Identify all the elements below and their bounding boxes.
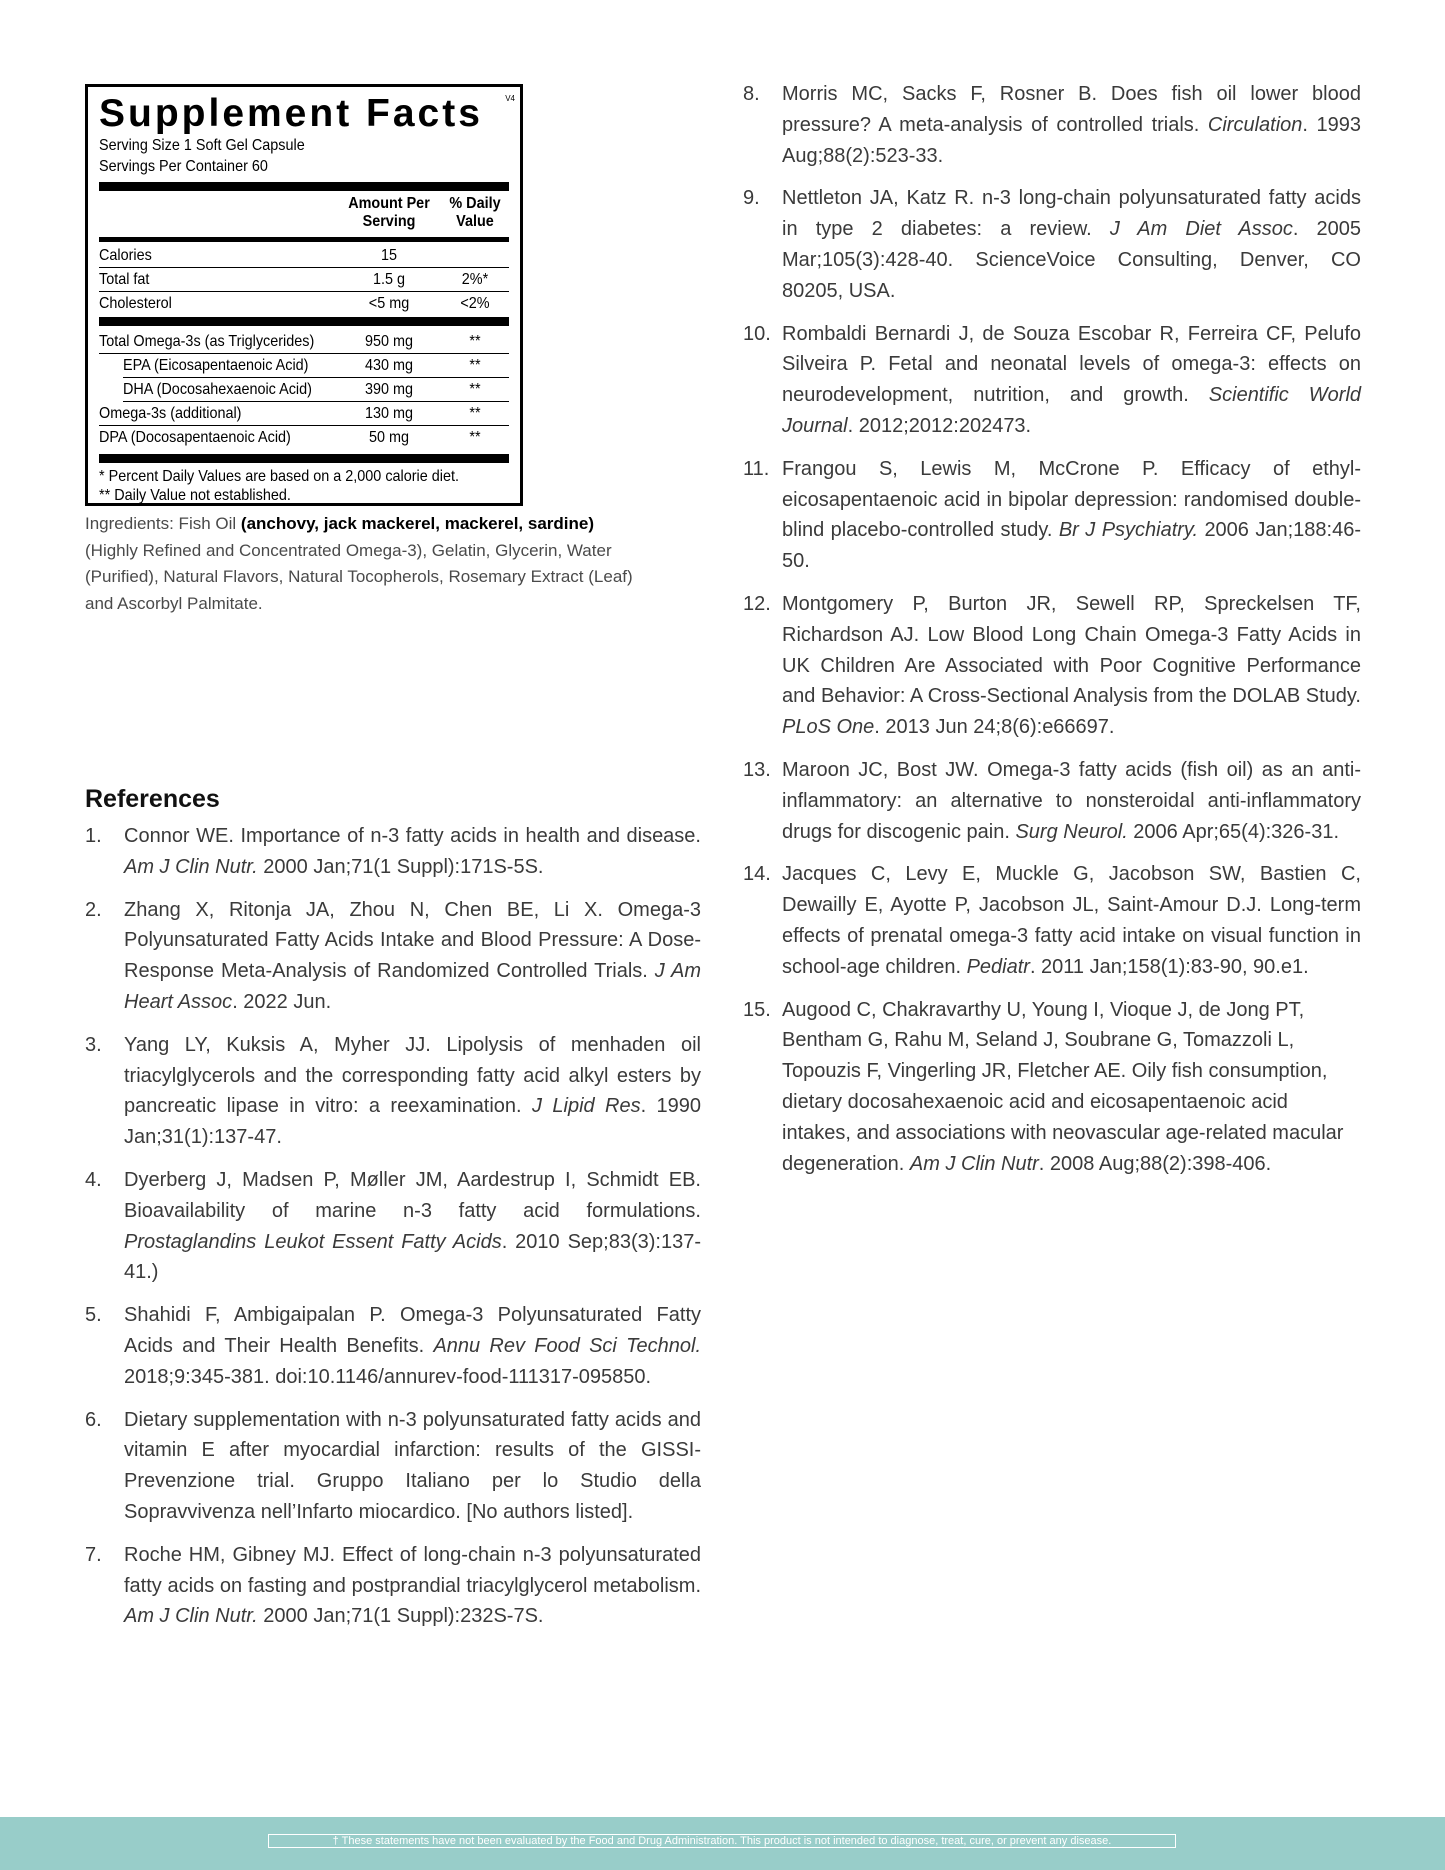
reference-number: 10.: [743, 322, 771, 345]
reference-number: 4.: [85, 1168, 102, 1191]
nutrient-dv: **: [469, 429, 481, 446]
reference-citation: . 2012;2012:202473.: [847, 414, 1032, 437]
reference-text: Jacques C, Levy E, Muckle G, Jacobson SW, Bastien C, Dewailly E, Ayotte P, Jacobson JL, Saint-Amour D.J. Long-term effects of prenatal omega-3 fatty acid intake on visual function in school-age children.: [782, 863, 1361, 978]
nutrient-amount: 130 mg: [364, 405, 414, 422]
reference-journal: PLoS One: [782, 716, 875, 739]
daily-value-header: % Daily Value: [449, 195, 501, 230]
nutrient-amount: 430 mg: [364, 357, 414, 374]
reference-text: Shahidi F, Ambigaipalan P. Omega-3 Polyunsaturated Fatty Acids and Their Health Benefits.: [124, 1304, 701, 1357]
footer-band: [0, 1817, 1445, 1870]
reference-number: 6.: [85, 1408, 102, 1431]
nutrient-amount: 50 mg: [368, 429, 410, 446]
reference-journal: Br J Psychiatry.: [1058, 519, 1199, 542]
reference-journal: Am J Clin Nutr.: [124, 1605, 258, 1628]
ingredients-prefix: Ingredients: Fish Oil: [85, 514, 241, 533]
reference-citation: . 2013 Jun 24;8(6):e66697.: [874, 716, 1115, 739]
nutrient-dv: **: [469, 405, 481, 422]
nutrient-name: EPA (Eicosapentaenoic Acid): [123, 357, 309, 374]
reference-journal: J Am Heart Assoc: [124, 960, 701, 1013]
reference-item: [743, 995, 1361, 1180]
nutrient-name: Total fat: [99, 271, 150, 288]
reference-journal: Prostaglandins Leukot Essent Fatty Acids: [124, 1230, 502, 1253]
reference-citation: . 1993 Aug;88(2):523-33.: [782, 113, 1362, 167]
reference-number: 15.: [743, 998, 771, 1021]
reference-journal: Circulation: [1207, 113, 1303, 136]
nutrient-name: Calories: [99, 247, 152, 264]
reference-text: Roche HM, Gibney MJ. Effect of long-chain n-3 polyunsaturated fatty acids on fasting and postprandial triacylglycerol metabolism.: [124, 1543, 701, 1597]
reference-number: 8.: [743, 83, 760, 105]
thick-divider: [99, 454, 509, 463]
reference-item: [85, 1405, 701, 1528]
amount-per-serving-header: Amount Per Serving: [348, 195, 430, 230]
nutrient-dv: **: [469, 333, 481, 350]
ingredients-fish-list: (anchovy, jack mackerel, mackerel, sardine): [240, 514, 595, 533]
nutrient-row-total-fat: [99, 268, 509, 292]
column-headers: [99, 195, 509, 235]
reference-text: Dietary supplementation with n-3 polyunsaturated fatty acids and vitamin E after myocardial infarction: results of the GISSI-Prevenzione trial. Gruppo Italiano per lo Studio della Sopravvivenza nell’Infarto miocardico. [No authors listed].: [124, 1408, 701, 1523]
nutrient-amount: 15: [380, 247, 398, 264]
nutrient-name: Total Omega-3s (as Triglycerides): [99, 333, 315, 350]
serving-size: Serving Size 1 Soft Gel Capsule: [99, 137, 305, 154]
reference-number: 5.: [85, 1304, 102, 1327]
reference-text: Nettleton JA, Katz R. n-3 long-chain polyunsaturated fatty acids in type 2 diabetes: a review.: [782, 187, 1361, 241]
nutrient-amount: 950 mg: [364, 333, 414, 350]
reference-item: [85, 1165, 701, 1288]
nutrient-row-dha: [123, 378, 509, 402]
reference-item: [85, 821, 701, 883]
reference-text: Maroon JC, Bost JW. Omega-3 fatty acids (fish oil) as an anti-inflammatory: an alternative to nonsteroidal anti-inflammatory drugs for discogenic pain.: [782, 758, 1361, 843]
reference-number: 13.: [743, 758, 771, 781]
medium-divider: [99, 237, 509, 242]
nutrient-amount: <5 mg: [368, 295, 410, 312]
nutrient-name: DHA (Docosahexaenoic Acid): [123, 381, 312, 398]
reference-journal: Annu Rev Food Sci Technol.: [433, 1334, 702, 1357]
version-code: V4: [505, 94, 515, 103]
reference-item: [743, 755, 1361, 847]
reference-text: Rombaldi Bernardi J, de Souza Escobar R, Ferreira CF, Pelufo Silveira P. Fetal and neonatal levels of omega-3: effects on neurodevelopment, nutrition, and growth.: [782, 322, 1361, 407]
reference-journal: Pediatr: [966, 955, 1030, 978]
fda-disclaimer: † These statements have not been evaluated by the Food and Drug Administration. This product is not intended to diagnose, treat, cure, or prevent any disease.: [268, 1834, 1176, 1848]
reference-item: [743, 79, 1361, 171]
reference-text: Connor WE. Importance of n-3 fatty acids in health and disease.: [124, 825, 701, 847]
nutrient-row-epa: [123, 354, 509, 378]
nutrient-row-calories: [99, 244, 509, 268]
supplement-facts-title: Supplement Facts: [99, 92, 483, 135]
reference-number: 2.: [85, 898, 102, 921]
references-heading: References: [85, 785, 220, 813]
reference-citation: . 2011 Jan;158(1):83-90, 90.e1.: [1029, 955, 1309, 978]
reference-item: [743, 454, 1361, 577]
reference-text: Augood C, Chakravarthy U, Young I, Vioque J, de Jong PT, Bentham G, Rahu M, Seland J, Soubrane G, Tomazzoli L, Topouzis F, Vingerling JR, Fletcher AE. Oily fish consumption, dietary docosahexaenoic acid and eicosapentaenoic acid intakes, and associations with neovascular age-related macular degeneration.: [782, 998, 1344, 1175]
reference-item: [85, 1300, 701, 1392]
reference-text: Morris MC, Sacks F, Rosner B. Does fish oil lower blood pressure? A meta-analysis of controlled trials.: [782, 83, 1361, 136]
reference-item: [85, 1030, 701, 1153]
nutrient-name: Cholesterol: [99, 295, 172, 312]
reference-citation: 2000 Jan;71(1 Suppl):232S-7S.: [257, 1605, 544, 1628]
nutrient-row-dpa: [99, 426, 509, 449]
reference-text: Yang LY, Kuksis A, Myher JJ. Lipolysis of menhaden oil triacylglycerols and the corresponding fatty acid alkyl esters by pancreatic lipase in vitro: a reexamination.: [124, 1033, 701, 1118]
reference-number: 9.: [743, 187, 760, 210]
nutrient-amount: 1.5 g: [372, 271, 406, 288]
nutrient-row-cholesterol: [99, 292, 509, 315]
supplement-facts-panel: [85, 84, 523, 506]
reference-number: 12.: [743, 592, 771, 615]
reference-journal: J Lipid Res: [532, 1095, 641, 1118]
references-column-right: [743, 79, 1361, 1191]
reference-citation: 2006 Jan;188:46-50.: [782, 519, 1361, 573]
reference-text: Zhang X, Ritonja JA, Zhou N, Chen BE, Li X. Omega-3 Polyunsaturated Fatty Acids Intake and Blood Pressure: A Dose-Response Meta-Analysis of Randomized Controlled Trials.: [124, 898, 701, 983]
reference-citation: . 2022 Jun.: [232, 990, 332, 1013]
reference-item: [743, 319, 1361, 442]
nutrient-name: DPA (Docosapentaenoic Acid): [99, 429, 291, 446]
reference-journal: Surg Neurol.: [1015, 820, 1128, 843]
reference-number: 11.: [743, 457, 770, 480]
nutrient-dv: **: [469, 381, 481, 398]
footnote-daily-values: * Percent Daily Values are based on a 2,000 calorie diet.: [99, 468, 459, 485]
reference-item: [85, 895, 701, 1018]
reference-citation: . 2010 Sep;83(3):137-41.): [124, 1230, 701, 1284]
ingredients-rest: (Highly Refined and Concentrated Omega-3), Gelatin, Glycerin, Water (Purified), Natural Flavors, Natural Tocopherols, Rosemary Extract (Leaf) and Ascorbyl Palmitate.: [85, 540, 633, 613]
reference-citation: 2006 Apr;65(4):326-31.: [1127, 820, 1340, 843]
nutrient-dv: <2%: [460, 295, 490, 312]
reference-item: [743, 859, 1361, 982]
reference-journal: J Am Diet Assoc: [1109, 218, 1293, 241]
reference-text: Montgomery P, Burton JR, Sewell RP, Spreckelsen TF, Richardson AJ. Low Blood Long Chain Omega-3 Fatty Acids in UK Children Are Associated with Poor Cognitive Performance and Behavior: A Cross-Sectional Analysis from the DOLAB Study.: [782, 592, 1361, 708]
reference-item: [743, 183, 1361, 306]
nutrient-row-total-omega3: [99, 330, 509, 354]
reference-journal: Scientific World Journal: [782, 384, 1362, 437]
nutrient-name: Omega-3s (additional): [99, 405, 242, 422]
thick-divider: [99, 317, 509, 326]
reference-citation: . 2005 Mar;105(3):428-40. ScienceVoice Consulting, Denver, CO 80205, USA.: [782, 218, 1362, 302]
reference-journal: Am J Clin Nutr.: [124, 855, 258, 878]
reference-item: [85, 1540, 701, 1632]
reference-number: 7.: [85, 1543, 102, 1566]
nutrient-amount: 390 mg: [364, 381, 414, 398]
footnote-not-established: ** Daily Value not established.: [99, 487, 291, 504]
ingredients-text: [85, 511, 645, 617]
references-column-left: [85, 821, 701, 1644]
reference-journal: Am J Clin Nutr: [909, 1152, 1039, 1175]
servings-per-container: Servings Per Container 60: [99, 158, 268, 175]
reference-citation: 2000 Jan;71(1 Suppl):171S-5S.: [257, 855, 544, 878]
nutrient-row-omega3-additional: [99, 402, 509, 426]
reference-item: [743, 589, 1361, 743]
reference-number: 14.: [743, 863, 771, 886]
nutrient-dv: **: [469, 357, 481, 374]
reference-number: 3.: [85, 1033, 102, 1056]
nutrient-dv: 2%*: [461, 271, 489, 288]
thick-divider: [99, 182, 509, 191]
reference-text: Frangou S, Lewis M, McCrone P. Efficacy of ethyl-eicosapentaenoic acid in bipolar depression: randomised double-blind placebo-controlled study.: [782, 457, 1361, 542]
reference-number: 1.: [85, 825, 102, 847]
reference-citation: 2018;9:345-381. doi:10.1146/annurev-food-111317-095850.: [124, 1365, 652, 1388]
reference-text: Dyerberg J, Madsen P, Møller JM, Aardestrup I, Schmidt EB. Bioavailability of marine n-3 fatty acid formulations.: [124, 1168, 701, 1222]
reference-citation: . 1990 Jan;31(1):137-47.: [124, 1095, 702, 1149]
reference-citation: . 2008 Aug;88(2):398-406.: [1038, 1152, 1272, 1175]
